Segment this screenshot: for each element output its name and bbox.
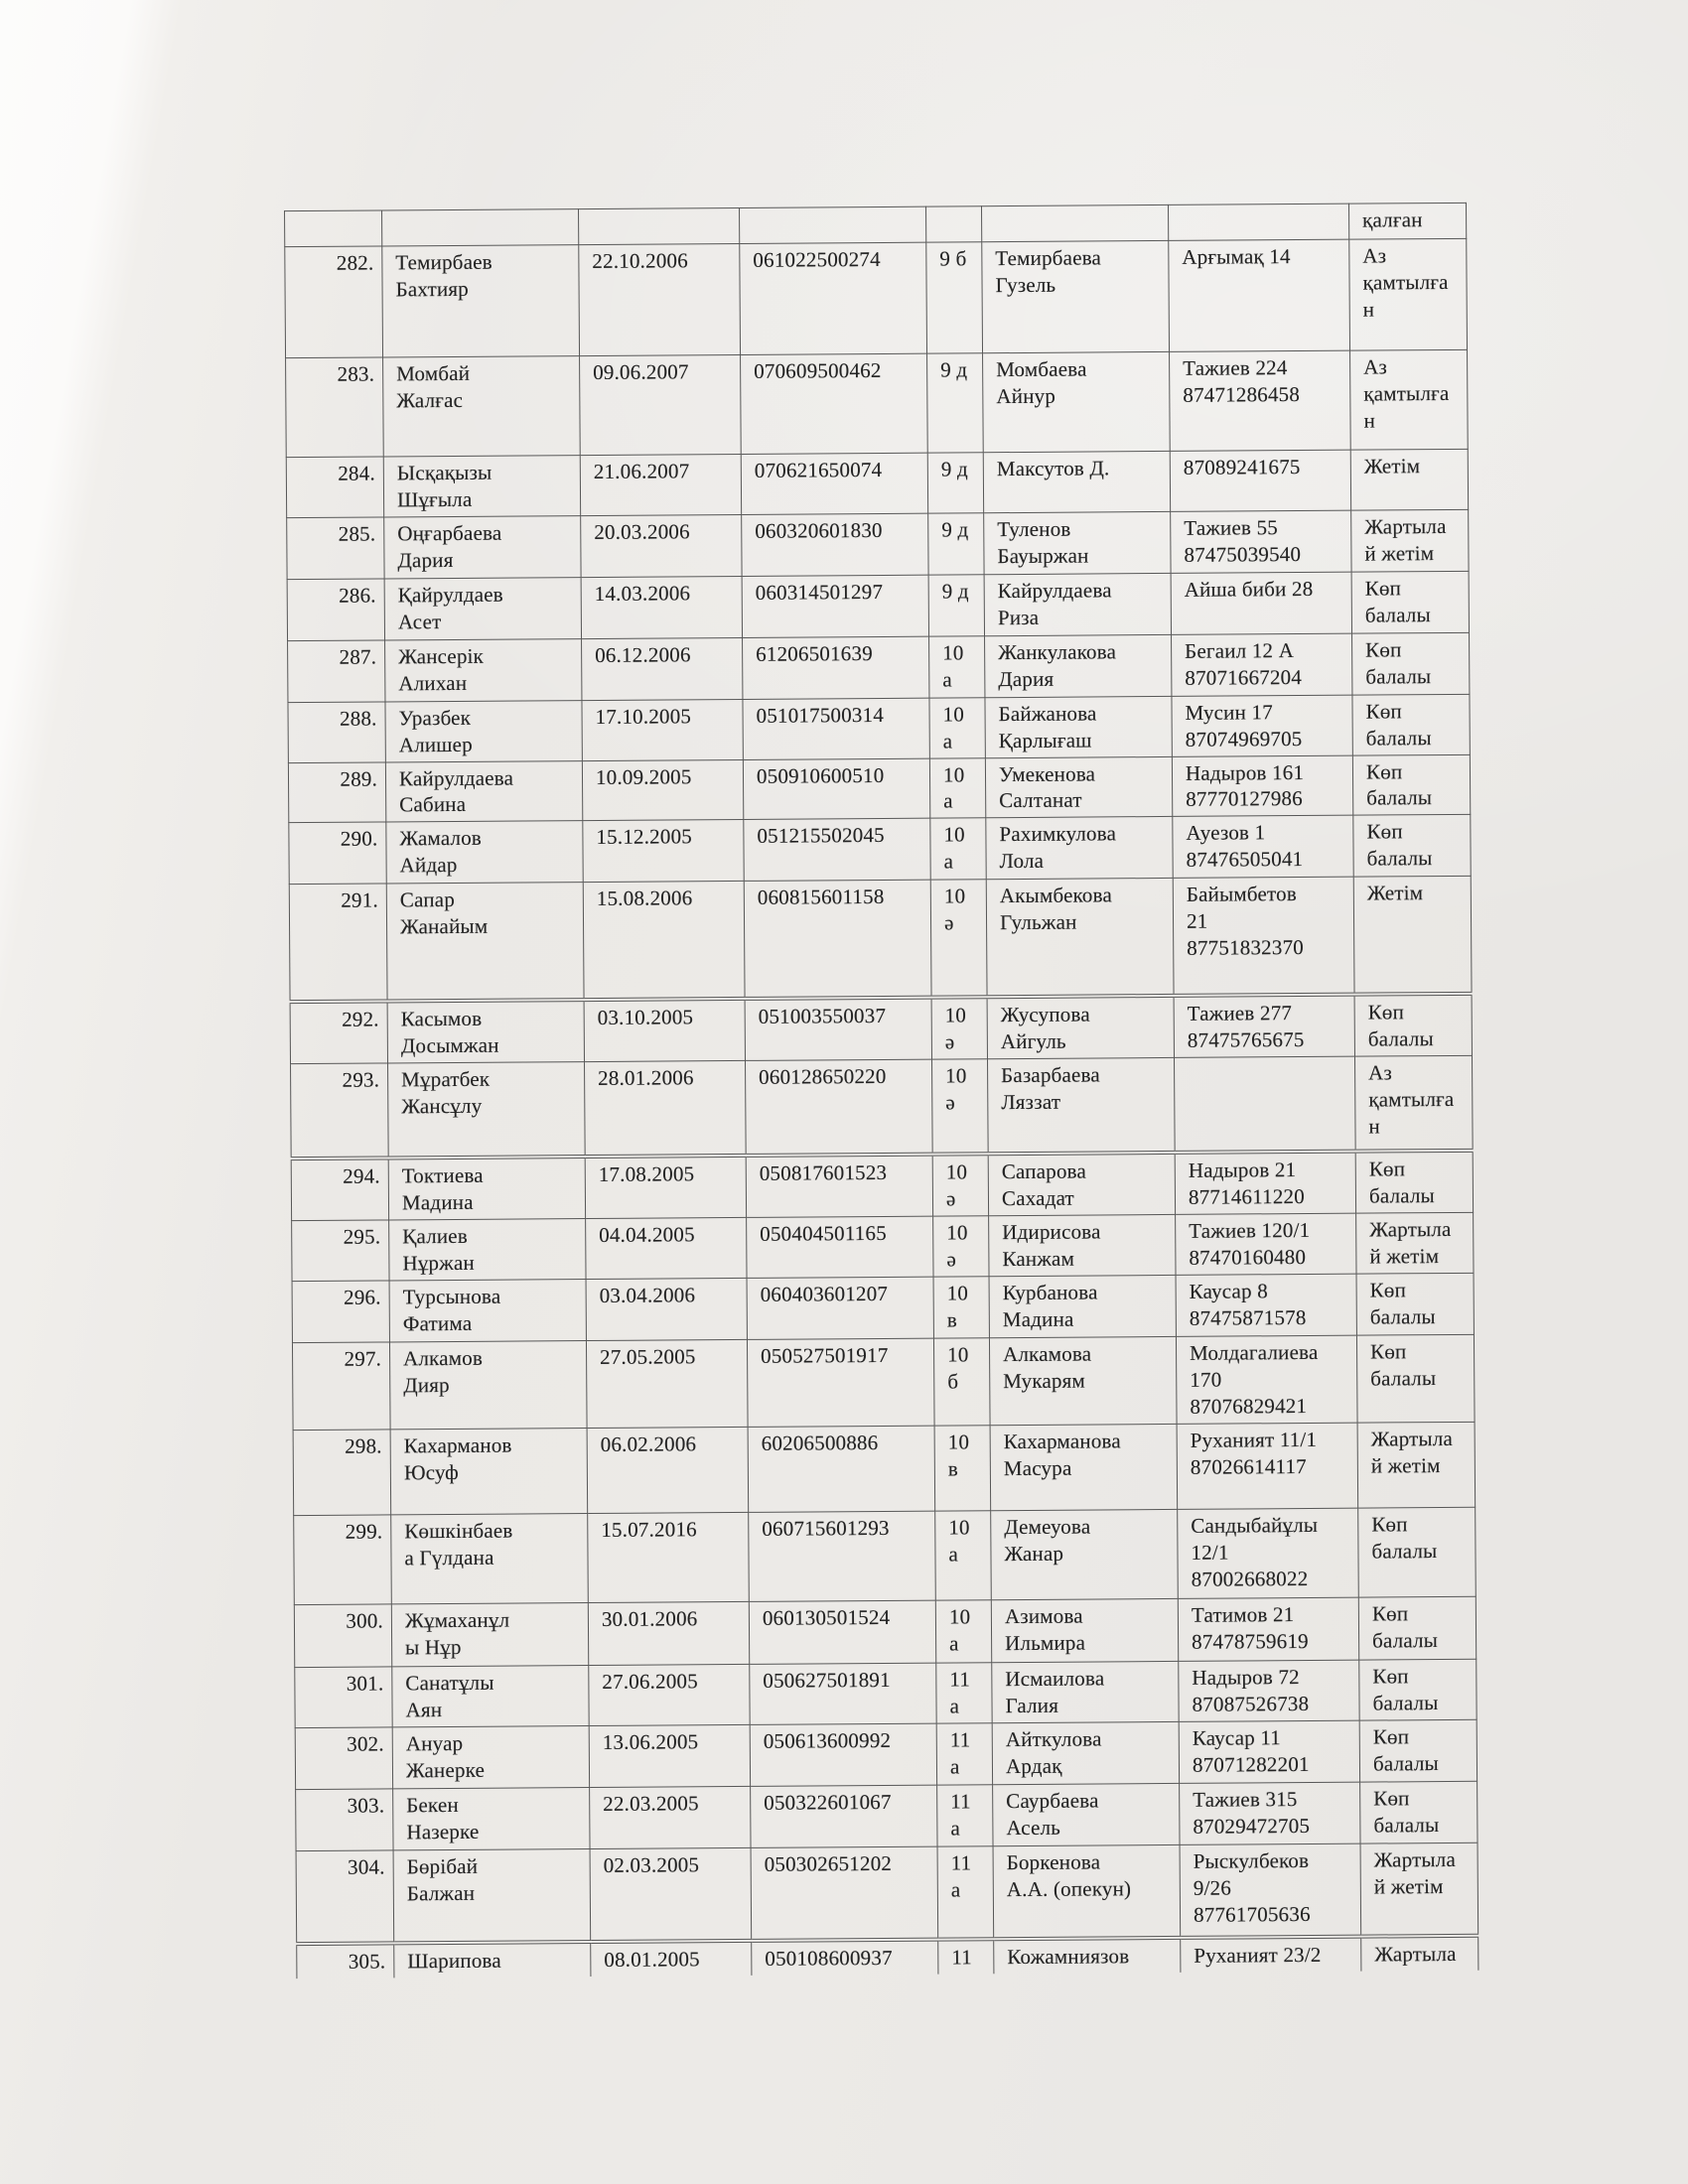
row-number: 300. xyxy=(294,1604,391,1668)
parent-name: Жусупова Айгуль xyxy=(987,996,1174,1059)
grade-class: 10 в xyxy=(933,1277,989,1338)
student-name: Жұмаханұл ы Нұр xyxy=(391,1603,588,1667)
address-phone xyxy=(1174,1056,1355,1152)
grade-class: 10 а xyxy=(929,757,985,818)
birth-date: 17.08.2005 xyxy=(585,1156,746,1219)
table-row xyxy=(292,1273,1474,1342)
iin-number: 070621650074 xyxy=(741,453,927,514)
table-row xyxy=(292,1334,1475,1430)
student-name: Турсынова Фатима xyxy=(389,1280,586,1342)
address-phone: Ауезов 1 87476505041 xyxy=(1173,815,1353,878)
parent-name: Жанкулакова Дария xyxy=(985,634,1172,697)
social-category: Жартыла xyxy=(1361,1936,1478,1972)
grade-class: 10 ә xyxy=(930,880,987,997)
birth-date: 17.10.2005 xyxy=(582,699,743,760)
birth-date: 27.05.2005 xyxy=(586,1339,748,1428)
table-row xyxy=(289,815,1471,885)
grade-class: 11 а xyxy=(937,1784,993,1845)
row-number: 283. xyxy=(286,357,384,458)
birth-date: 28.01.2006 xyxy=(585,1061,747,1157)
parent-name: Айткулова Ардақ xyxy=(992,1721,1179,1784)
iin-number: 050527501917 xyxy=(747,1338,934,1427)
student-name: Бөрібай Балжан xyxy=(393,1848,591,1943)
birth-date: 15.08.2006 xyxy=(583,882,745,1000)
address-phone: Байымбетов 21 87751832370 xyxy=(1173,877,1354,995)
address-phone: Надыров 21 87714611220 xyxy=(1175,1151,1355,1214)
table-row xyxy=(296,1781,1477,1850)
student-name: Уразбек Алишер xyxy=(385,700,582,761)
social-category: Көп балалы xyxy=(1360,1781,1477,1843)
social-category: Көп балалы xyxy=(1352,694,1470,755)
grade-class: 9 д xyxy=(927,453,983,513)
iin-number: 61206501639 xyxy=(743,636,929,699)
student-name: Қайрулдаев Асет xyxy=(384,577,581,639)
row-number: 298. xyxy=(293,1430,391,1516)
student-name: Момбай Жалғас xyxy=(383,356,581,457)
iin-number xyxy=(740,206,926,243)
social-category: Көп балалы xyxy=(1351,571,1469,633)
grade-class: 10 б xyxy=(933,1338,990,1426)
table-row xyxy=(291,1151,1473,1221)
student-name: Оңғарбаева Дария xyxy=(384,515,581,578)
table-row xyxy=(288,754,1470,823)
address-phone xyxy=(1168,204,1348,240)
birth-date: 27.06.2005 xyxy=(589,1664,750,1725)
parent-name: Максутов Д. xyxy=(983,451,1170,512)
grade-class: 10 ә xyxy=(933,1216,989,1277)
grade-class: 9 д xyxy=(928,512,984,574)
student-name: Касымов Досымжан xyxy=(387,1000,584,1063)
address-phone: Бегаил 12 А 87071667204 xyxy=(1172,633,1352,696)
birth-date: 20.03.2006 xyxy=(581,514,742,577)
social-category: Көп балалы xyxy=(1359,1719,1477,1782)
iin-number: 050302651202 xyxy=(751,1846,938,1941)
iin-number: 051215502045 xyxy=(744,818,930,881)
row-number: 304. xyxy=(296,1850,394,1945)
birth-date: 22.10.2006 xyxy=(579,243,741,355)
row-number: 297. xyxy=(292,1342,390,1431)
table-row xyxy=(286,449,1468,517)
social-category: қалған xyxy=(1348,203,1466,239)
table-row xyxy=(285,238,1468,357)
birth-date: 06.02.2006 xyxy=(587,1427,749,1513)
social-category: Көп балалы xyxy=(1359,1659,1477,1720)
row-number: 299. xyxy=(294,1515,392,1605)
table-row xyxy=(291,1056,1474,1159)
row-number: 294. xyxy=(291,1158,388,1221)
row-number: 296. xyxy=(292,1281,389,1343)
iin-number: 050817601523 xyxy=(746,1154,932,1217)
address-phone: Руханият 23/2 xyxy=(1181,1937,1361,1973)
birth-date: 04.04.2005 xyxy=(586,1218,747,1280)
student-name: Санатұлы Аян xyxy=(392,1666,589,1727)
table-row xyxy=(289,877,1472,1002)
social-category: Жартыла й жетім xyxy=(1357,1422,1476,1508)
student-name: Шарипова xyxy=(394,1942,591,1978)
parent-name: Азимова Ильмира xyxy=(991,1598,1178,1662)
social-category: Көп балалы xyxy=(1356,1273,1474,1335)
birth-date: 13.06.2005 xyxy=(589,1724,750,1787)
birth-date: 02.03.2005 xyxy=(590,1847,752,1942)
iin-number: 051017500314 xyxy=(743,698,929,759)
student-name: Кахарманов Юсуф xyxy=(390,1429,588,1515)
grade-class: 10 а xyxy=(935,1511,992,1600)
grade-class: 11 а xyxy=(936,1722,992,1784)
birth-date: 30.01.2006 xyxy=(588,1601,749,1665)
student-name xyxy=(382,209,579,246)
student-name: Кайрулдаева Сабина xyxy=(385,760,582,822)
birth-date: 10.09.2005 xyxy=(582,759,743,821)
birth-date: 21.06.2007 xyxy=(580,454,741,515)
student-name: Мұратбек Жансұлу xyxy=(388,1062,586,1158)
parent-name: Момбаева Айнур xyxy=(983,351,1171,452)
row-number: 282. xyxy=(285,246,383,358)
grade-class: 10 ә xyxy=(932,1154,988,1216)
iin-number: 060130501524 xyxy=(749,1600,935,1664)
table-row xyxy=(295,1719,1477,1789)
student-name: Бекен Назерке xyxy=(393,1787,590,1849)
address-phone: Мусин 17 87074969705 xyxy=(1172,695,1352,756)
grade-class: 9 д xyxy=(927,353,984,453)
address-phone: Надыров 161 87770127986 xyxy=(1172,755,1352,817)
iin-number: 060320601830 xyxy=(742,513,928,576)
address-phone: Руханият 11/1 87026614117 xyxy=(1177,1423,1358,1509)
row-number: 301. xyxy=(295,1667,392,1727)
parent-name: Боркенова А.А. (опекун) xyxy=(993,1844,1181,1939)
row-number: 286. xyxy=(287,579,384,641)
table-row xyxy=(287,509,1469,579)
address-phone: 87089241675 xyxy=(1170,450,1350,511)
grade-class: 10 ә xyxy=(932,1059,989,1154)
row-number: 292. xyxy=(290,1001,387,1064)
address-phone: Каусар 11 87071282201 xyxy=(1179,1720,1359,1783)
birth-date: 03.04.2006 xyxy=(586,1278,747,1340)
parent-name: Кожамниязов xyxy=(994,1938,1181,1974)
parent-name: Рахимкулова Лола xyxy=(986,817,1173,880)
social-category: Көп балалы xyxy=(1355,1151,1473,1214)
iin-number: 070609500462 xyxy=(741,353,928,454)
birth-date: 15.12.2005 xyxy=(583,820,744,883)
iin-number: 060715601293 xyxy=(749,1511,936,1601)
parent-name: Акымбекова Гульжан xyxy=(986,879,1174,997)
parent-name: Туленов Бауыржан xyxy=(984,511,1171,574)
grade-class: 9 д xyxy=(928,574,984,635)
row-number: 295. xyxy=(292,1220,389,1281)
social-category: Жартыла й жетім xyxy=(1356,1213,1474,1275)
address-phone: Сандыбайұлы 12/1 87002668022 xyxy=(1178,1508,1359,1598)
birth-date: 09.06.2007 xyxy=(580,354,742,455)
iin-number: 051003550037 xyxy=(745,997,931,1060)
grade-class: 10 а xyxy=(929,635,985,697)
social-category: Көп балалы xyxy=(1356,1334,1475,1423)
social-category: Аз қамтылға н xyxy=(1350,349,1469,450)
address-phone: Тажиев 224 87471286458 xyxy=(1170,350,1351,451)
social-category: Жетім xyxy=(1350,449,1468,510)
row-number: 287. xyxy=(288,640,385,703)
address-phone: Молдагалиева 170 87076829421 xyxy=(1176,1335,1357,1424)
birth-date: 06.12.2006 xyxy=(582,637,743,700)
table-row xyxy=(292,1213,1474,1282)
social-category: Көп балалы xyxy=(1358,1507,1477,1597)
iin-number: 060815601158 xyxy=(744,880,931,998)
iin-number: 050404501165 xyxy=(747,1216,933,1278)
row-number: 284. xyxy=(286,457,383,517)
birth-date: 08.01.2005 xyxy=(591,1941,752,1977)
parent-name: Курбанова Мадина xyxy=(989,1275,1176,1337)
social-category: Аз қамтылға н xyxy=(1349,238,1468,350)
parent-name: Умекенова Салтанат xyxy=(985,756,1172,818)
address-phone: Тажиев 120/1 87470160480 xyxy=(1176,1213,1356,1275)
grade-class: 11 xyxy=(938,1939,994,1974)
social-category: Көп балалы xyxy=(1352,632,1470,695)
address-phone: Каусар 8 87475871578 xyxy=(1176,1274,1356,1336)
row-number: 290. xyxy=(289,822,386,885)
student-name: Жамалов Айдар xyxy=(386,821,583,884)
table-row xyxy=(290,994,1472,1064)
birth-date: 14.03.2006 xyxy=(581,576,742,638)
parent-name: Демеуова Жанар xyxy=(991,1509,1179,1599)
parent-name: Алкамова Мукарям xyxy=(989,1336,1177,1425)
parent-name: Исмаилова Галия xyxy=(992,1661,1179,1722)
row-number: 302. xyxy=(295,1727,392,1790)
row-number: 305. xyxy=(297,1944,394,1979)
student-name: Сапар Жанайым xyxy=(386,883,584,1001)
iin-number: 050322601067 xyxy=(751,1785,937,1847)
address-phone: Тажиев 55 87475039540 xyxy=(1171,510,1351,573)
table-row xyxy=(297,1936,1478,1979)
iin-number: 050910600510 xyxy=(743,758,929,820)
table-row xyxy=(293,1422,1476,1515)
student-name: Жансерік Алихан xyxy=(385,638,582,701)
student-name: Темирбаев Бахтияр xyxy=(382,245,580,357)
row-number: 289. xyxy=(288,761,385,822)
grade-class xyxy=(926,206,982,242)
social-category: Жартыла й жетім xyxy=(1351,509,1469,572)
student-name: Алкамов Дияр xyxy=(389,1341,587,1430)
row-number: 285. xyxy=(287,517,384,580)
iin-number: 060128650220 xyxy=(746,1059,933,1155)
address-phone: Арғымақ 14 xyxy=(1169,239,1350,351)
social-category: Жетім xyxy=(1353,877,1472,995)
address-phone: Татимов 21 87478759619 xyxy=(1178,1597,1358,1661)
social-category: Көп балалы xyxy=(1358,1596,1476,1660)
parent-name: Темирбаева Гузель xyxy=(982,240,1170,352)
row-number xyxy=(285,210,382,247)
table-row xyxy=(287,571,1469,640)
register-table-wrap xyxy=(284,203,1478,1979)
row-number: 288. xyxy=(288,702,385,762)
table-row xyxy=(294,1507,1477,1604)
table-row xyxy=(294,1596,1476,1667)
iin-number: 060314501297 xyxy=(742,575,928,637)
iin-number: 050627501891 xyxy=(750,1663,936,1724)
birth-date xyxy=(579,207,740,244)
grade-class: 10 а xyxy=(929,697,985,757)
grade-class: 11 а xyxy=(937,1845,994,1939)
student-name: Ануар Жанерке xyxy=(392,1725,589,1788)
grade-class: 11 а xyxy=(936,1663,992,1723)
grade-class: 10 в xyxy=(934,1426,991,1511)
iin-number: 60206500886 xyxy=(748,1426,935,1512)
student-name: Токтиева Мадина xyxy=(388,1157,585,1220)
social-category: Аз қамтылға н xyxy=(1354,1056,1473,1152)
parent-name: Идирисова Канжам xyxy=(989,1215,1176,1277)
social-category: Көп балалы xyxy=(1353,815,1471,878)
parent-name: Сапарова Сахадат xyxy=(988,1153,1175,1216)
parent-name: Байжанова Қарлығаш xyxy=(985,696,1172,757)
address-phone: Тажиев 277 87475765675 xyxy=(1174,994,1354,1057)
parent-name: Кайрулдаева Риза xyxy=(984,573,1171,635)
social-category: Жартыла й жетім xyxy=(1360,1843,1478,1937)
address-phone: Тажиев 315 87029472705 xyxy=(1180,1782,1360,1844)
parent-name xyxy=(982,205,1169,241)
birth-date: 15.07.2016 xyxy=(588,1512,750,1602)
social-category: Көп балалы xyxy=(1354,994,1472,1057)
iin-number: 050108600937 xyxy=(752,1940,938,1976)
iin-number: 060403601207 xyxy=(747,1277,933,1339)
student-name: Қалиев Нұржан xyxy=(389,1219,586,1281)
grade-class: 10 а xyxy=(935,1600,991,1663)
table-row xyxy=(296,1843,1478,1944)
grade-class: 10 а xyxy=(930,818,986,880)
social-category: Көп балалы xyxy=(1352,754,1470,816)
student-name: Ысқақызы Шұғыла xyxy=(383,456,580,517)
table-row xyxy=(286,349,1469,457)
grade-class: 10 ә xyxy=(931,997,987,1059)
grade-class: 9 б xyxy=(926,242,983,353)
parent-name: Саурбаева Асель xyxy=(993,1783,1180,1845)
row-number: 293. xyxy=(291,1063,389,1159)
row-number: 303. xyxy=(296,1789,393,1851)
table-row xyxy=(295,1659,1477,1727)
birth-date: 03.10.2005 xyxy=(584,999,745,1062)
address-phone: Айша биби 28 xyxy=(1171,572,1351,634)
parent-name: Базарбаева Ляззат xyxy=(987,1058,1175,1154)
table-row xyxy=(288,632,1470,702)
birth-date: 22.03.2005 xyxy=(590,1786,751,1848)
student-register-table xyxy=(284,203,1478,1979)
table-row xyxy=(288,694,1470,762)
row-number: 291. xyxy=(289,884,387,1002)
iin-number: 061022500274 xyxy=(740,242,927,354)
address-phone: Рыскулбеков 9/26 87761705636 xyxy=(1180,1843,1361,1938)
address-phone: Надыров 72 87087526738 xyxy=(1179,1660,1359,1721)
parent-name: Кахарманова Масура xyxy=(990,1424,1178,1510)
iin-number: 050613600992 xyxy=(750,1723,936,1786)
student-name: Көшкінбаев а Гүлдана xyxy=(391,1514,589,1604)
